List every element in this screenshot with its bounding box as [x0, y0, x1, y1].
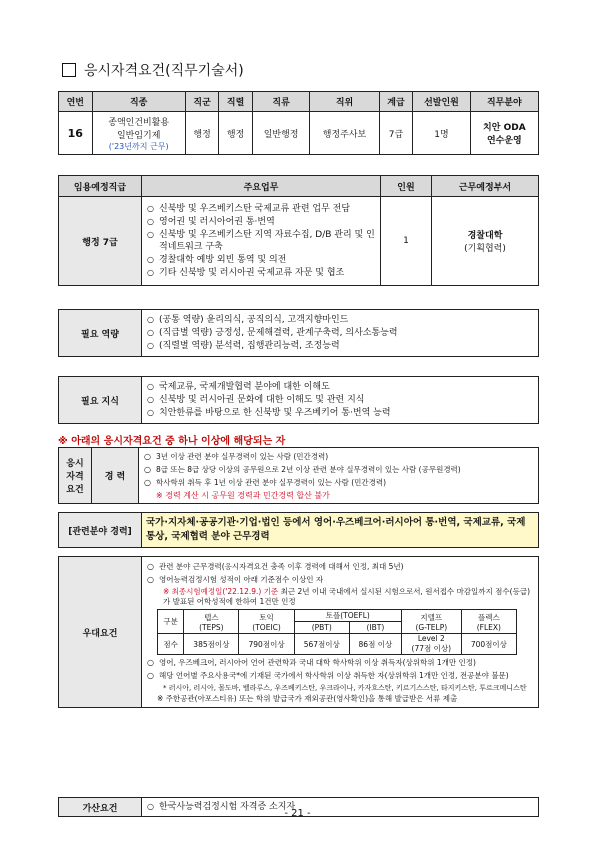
qualification-item: ○ 학사학위 취득 후 1년 이상 관련 분야 실무경력이 있는 사람 (민간경력)	[144, 477, 535, 489]
qualification-item: ○ 8급 또는 8급 상당 이상의 공무원으로 2년 이상 관련 분야 실무경력이 있는 사람 (공무원경력)	[144, 464, 535, 476]
duty-count: 1	[381, 197, 432, 286]
checkbox-icon	[62, 63, 76, 77]
cell-count: 1명	[413, 112, 470, 155]
preferred-list	[145, 561, 535, 586]
qualification-warning: ※ 경력 계산 시 공무원 경력과 민간경력 합산 불가	[156, 491, 330, 500]
score-toeic: 790점이상	[239, 634, 294, 655]
duty-list	[145, 203, 377, 279]
score-ibt: 86점 이상	[349, 634, 401, 655]
type-line1: 종액인건비활용	[108, 117, 170, 128]
flex-name: 플렉스	[477, 612, 500, 622]
teps-name: 텝스	[204, 612, 219, 622]
duty-item: ○ 신북방 및 우즈베키스탄 국제교류 관련 업무 전담	[147, 203, 377, 215]
competency-list	[145, 314, 535, 352]
exam-note-rest: 최근 2년 이내 국내에서 실시된 시험으로서, 원서접수 마감일까지 점수(등급)가 발표된 어학성적에 한하여 1건만 인정	[163, 587, 531, 606]
preferred-list-2	[145, 657, 535, 682]
gtelp-name: 지텔프	[420, 612, 443, 622]
cell-field	[470, 112, 538, 155]
countries-note: * 러시아, 러시아, 몰도바, 벨라루스, 우즈베키스탄, 우크라이나, 카자흐스탄, 키르기스스탄, 타지키스탄, 투르크메니스탄	[163, 684, 527, 692]
duty-dept-cell	[432, 197, 539, 286]
duty-table	[58, 175, 539, 286]
bonus-item: ○ 한국사능력검정시험 자격증 소지자	[147, 801, 535, 813]
header-type: 직종	[92, 92, 185, 112]
duty-item: ○ 영어권 및 러시아어권 통·번역	[147, 216, 377, 228]
embassy-note: ※ 주한공관(아포스티유) 또는 학위 발급국가 재외공관(영사확인)을 통해 발급받은 서류 제출	[157, 694, 458, 703]
type-note: ('23년까지 근무)	[108, 141, 169, 151]
duty-item: ○ 기타 신북방 및 러시아권 국제교류 자문 및 협조	[147, 267, 377, 279]
duty-grade: 행정 7급	[59, 197, 142, 286]
score-row	[158, 634, 517, 655]
qualification-cell	[139, 448, 539, 504]
score-h-teps	[184, 610, 239, 634]
preferred-row	[59, 557, 539, 708]
cell-no: 16	[59, 112, 93, 155]
competency-item: ○ (직렬별 역량) 분석력, 집행관리능력, 조정능력	[147, 340, 535, 352]
position-header-row	[59, 92, 539, 112]
qualification-note: ※ 아래의 응시자격요건 중 하나 이상에 해당되는 자	[58, 436, 286, 447]
header-dept: 근무예정부서	[432, 176, 539, 197]
cell-category: 일반행정	[252, 112, 309, 155]
type-line2: 일반임기제	[116, 130, 161, 141]
header-field: 직무분야	[470, 92, 538, 112]
knowledge-list	[145, 381, 535, 419]
preferred-table	[58, 556, 539, 708]
duty-item: ○ 신북방 및 우즈베키스탄 지역 자료수집, D/B 관리 및 인적네트워크 구축	[147, 229, 377, 253]
score-table	[157, 609, 517, 655]
related-text: 국가·지자체·공공기관·기업·법인 등에서 영어·우즈베크어·러시아어 통·번역, 국제교류, 국제통상, 국제협력 분야 근무경력	[142, 513, 539, 548]
preferred-cell	[142, 557, 539, 708]
header-appoint-grade: 임용예정직급	[59, 176, 142, 197]
gtelp-sub: (G-TELP)	[415, 622, 448, 632]
toeic-sub: (TOEIC)	[252, 622, 281, 632]
field-line1: 치안 ODA	[483, 123, 526, 133]
position-row	[59, 112, 539, 155]
score-h-toefl: 토플(TOEFL)	[294, 610, 401, 622]
score-teps: 385점이상	[184, 634, 239, 655]
heading-text: 응시자격요건(직무기술서)	[84, 63, 244, 79]
score-h-pbt: (PBT)	[294, 622, 349, 634]
qualification-item: ○ 3년 이상 관련 분야 실무경력이 있는 사람 (민간경력)	[144, 451, 535, 463]
qualification-row	[59, 448, 539, 504]
duty-dept: 경찰대학	[467, 231, 503, 241]
knowledge-row	[59, 377, 539, 424]
competency-label: 필요 역량	[59, 310, 142, 357]
cell-group: 행정	[185, 112, 219, 155]
gtelp-score1: Level 2	[417, 634, 445, 643]
knowledge-cell	[142, 377, 539, 424]
field-line2: 연수운영	[486, 136, 522, 146]
teps-sub: (TEPS)	[199, 622, 224, 632]
score-flex: 700점이상	[461, 634, 516, 655]
related-table	[58, 512, 539, 548]
preferred-item: ○ 영어, 우즈베크어, 러시아어 언어 관련학과 국내 대학 학사학위 이상 취득자(상위학위 1개만 인정)	[147, 657, 535, 669]
score-h-gtelp	[401, 610, 461, 634]
duty-header-row	[59, 176, 539, 197]
qualification-sublabel: 경 력	[92, 448, 139, 504]
duty-row	[59, 197, 539, 286]
position-table	[58, 91, 539, 155]
knowledge-label: 필요 지식	[59, 377, 142, 424]
knowledge-table	[58, 376, 539, 424]
related-row	[59, 513, 539, 548]
cell-series: 행정	[219, 112, 253, 155]
header-series: 직렬	[219, 92, 253, 112]
competency-row	[59, 310, 539, 357]
knowledge-item: ○ 국제교류, 국제개발협력 분야에 대한 이해도	[147, 381, 535, 393]
qualification-list	[142, 451, 535, 489]
header-headcount: 인원	[381, 176, 432, 197]
competency-table	[58, 309, 539, 357]
flex-sub: (FLEX)	[476, 622, 501, 632]
cell-rank: 행정주사보	[310, 112, 379, 155]
header-count: 선발인원	[413, 92, 470, 112]
score-label: 점수	[158, 634, 184, 655]
preferred-item: ○ 관련 분야 근무경력(응시자격요건 충족 이후 경력에 대해서 인정, 최대 5년)	[147, 561, 535, 573]
header-duties: 주요업무	[142, 176, 381, 197]
header-category: 직류	[252, 92, 309, 112]
duty-dept-sub: (기획협력)	[464, 244, 506, 254]
preferred-label: 우대요건	[59, 557, 142, 708]
score-gtelp	[401, 634, 461, 655]
score-h-ibt: (IBT)	[349, 622, 401, 634]
header-grade: 계급	[379, 92, 413, 112]
toeic-name: 토익	[259, 612, 274, 622]
score-pbt: 567점이상	[294, 634, 349, 655]
gtelp-score2: (77점 이상)	[411, 644, 452, 653]
preferred-item: ○ 영어능력검정시험 성적이 아래 기준점수 이상인 자	[147, 574, 535, 586]
cell-grade: 7급	[379, 112, 413, 155]
competency-item: ○ (공통 역량) 윤리의식, 공직의식, 고객지향마인드	[147, 314, 535, 326]
cell-type	[92, 112, 185, 155]
score-h-toeic	[239, 610, 294, 634]
page-number: - 21 -	[284, 808, 311, 819]
exam-note-red: ※ 최종시험예정일('22.12.9.) 기준	[163, 587, 279, 596]
header-group: 직군	[185, 92, 219, 112]
knowledge-item: ○ 치안한류를 바탕으로 한 신북방 및 우즈베키어 통·번역 능력	[147, 407, 535, 419]
related-label: [관련분야 경력]	[59, 513, 142, 548]
qualification-label: 응시자격요건	[59, 448, 92, 504]
score-header-row	[158, 610, 517, 622]
header-rank: 직위	[310, 92, 379, 112]
duty-list-cell	[142, 197, 381, 286]
competency-item: ○ (직급별 역량) 긍정성, 문제해결력, 관계구축력, 의사소통능력	[147, 327, 535, 339]
competency-cell	[142, 310, 539, 357]
duty-item: ○ 경찰대학 예방 외빈 통역 및 의전	[147, 254, 377, 266]
qualification-table	[58, 447, 539, 504]
exam-note	[145, 587, 535, 607]
score-h-flex	[461, 610, 516, 634]
knowledge-item: ○ 신북방 및 러시아권 문화에 대한 이해도 및 관련 지식	[147, 394, 535, 406]
score-h-label: 구분	[158, 610, 184, 634]
preferred-item: ○ 해당 언어별 주요사용국*에 기재된 국가에서 학사학위 이상 취득한 자(상위학위 1개만 인정, 전공분야 불문)	[147, 670, 535, 682]
header-no: 연번	[59, 92, 93, 112]
bonus-label: 가산요건	[59, 798, 142, 817]
section-heading	[62, 60, 244, 80]
